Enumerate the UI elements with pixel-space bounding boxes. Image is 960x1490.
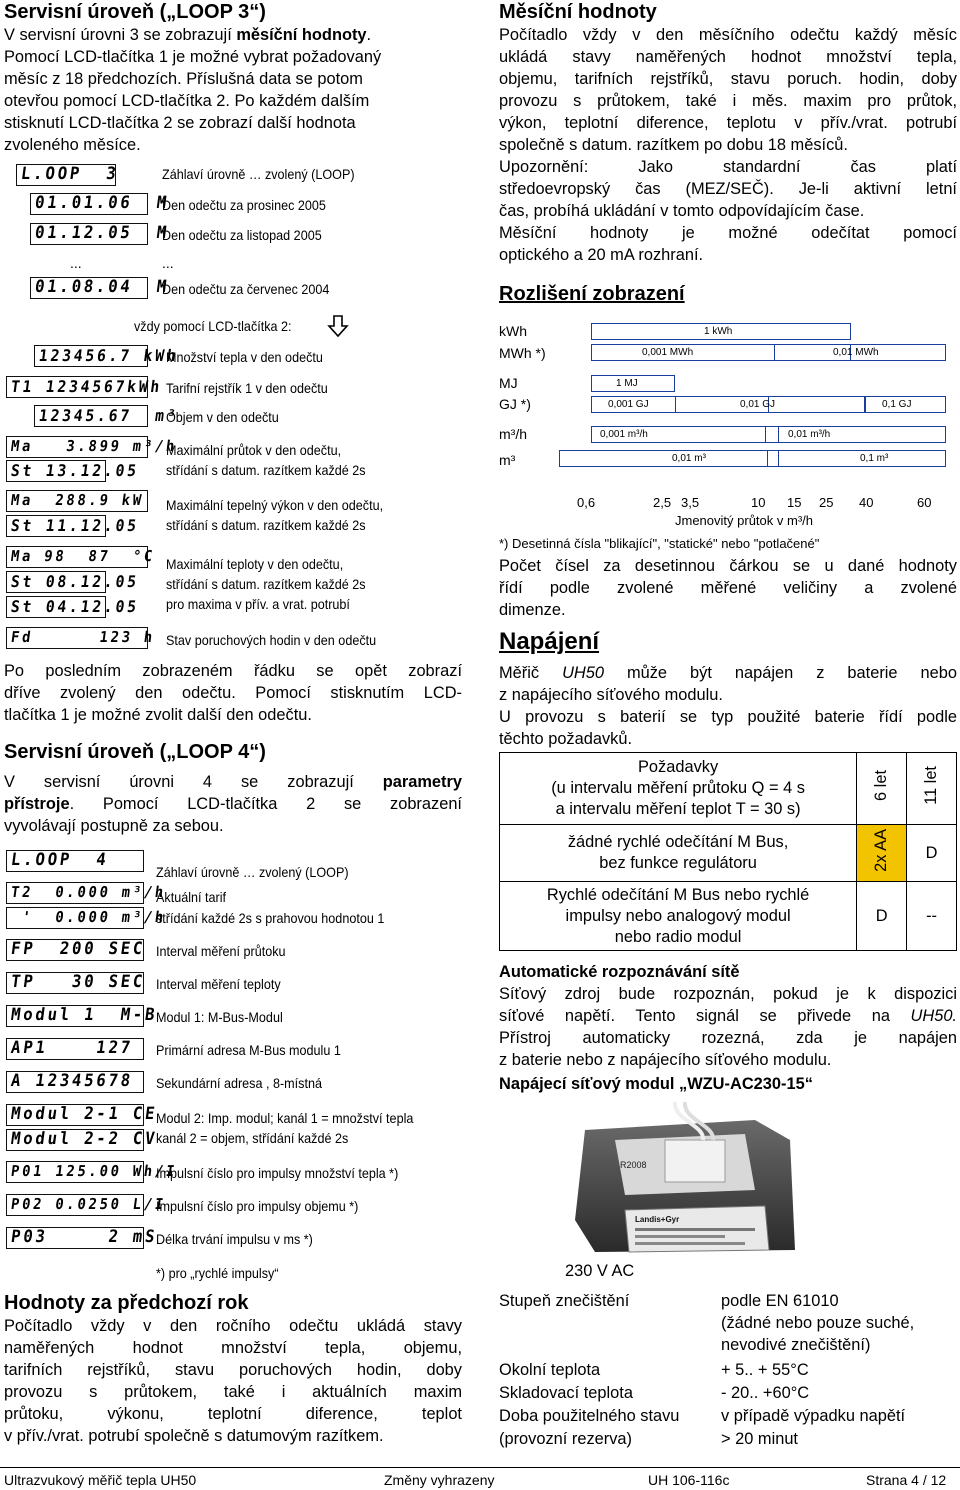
after-last-text: Po posledním zobrazeném řádku se opět zobrazí dříve zvolený den odečtu. Pomocí stisknutím LCD- tlačítka 1 je možné zvolit další den odečtu. [4, 662, 462, 724]
lcd-display: St 11.12.05 [6, 515, 106, 537]
range-label: GJ *) [499, 396, 531, 412]
range-box: 0,1 m³ [767, 450, 946, 467]
display-caption: pro maxima v přív. a vrat. potrubí [166, 596, 350, 612]
lcd-display: T1 1234567kWh [6, 376, 148, 398]
lcd-display: 01.01.06 M [30, 193, 148, 215]
lcd-display: P03 2 mS [6, 1227, 144, 1249]
display-caption: Záhlaví úrovně … zvolený (LOOP) [162, 166, 355, 182]
display-caption: Maximální tepelný výkon v den odečtu, [166, 497, 384, 513]
display-caption: Impulsní číslo pro impulsy objemu *) [156, 1198, 359, 1214]
axis-tick: 15 [787, 495, 802, 510]
battery-requirements-table [499, 752, 957, 951]
range-box: 0,01 GJ [675, 396, 865, 413]
table-cell: -- [907, 882, 957, 951]
display-caption: Tarifní rejstřík 1 v den odečtu [166, 380, 328, 396]
display-caption: Den odečtu za prosinec 2005 [162, 197, 326, 213]
spec-value: nevodivé znečištění) [721, 1336, 871, 1354]
range-box: 0,001 GJ [591, 396, 769, 413]
monthly-text: Počítadlo vždy v den měsíčního odečtu každý měsíc ukládá stavy naměřených hodnot množství tepla, objemu, tarifních rejstříků, stavu poruch. hodin, doby provozu s průtokem, také i měs. maxim pro průtok, výkon, teplotní diference, teplotu v přív./vrat. potrubí společně s datum. razítkem po dobu 18 měsíců. Upozornění: Jako standardní čas platí středoevropský čas (MEZ/SEČ). Je-li aktivní letní čas, probíhá ukládání v tomto odpovídajícím čase. Měsíční hodnoty je možné odečítat pomocí optického a 20 mA rozhraní. [499, 26, 957, 264]
display-caption: Záhlaví úrovně … zvolený (LOOP) [156, 864, 349, 880]
always-button-note: vždy pomocí LCD-tlačítka 2: [134, 318, 292, 334]
display-caption: střídání s datum. razítkem každé 2s [166, 462, 366, 478]
loop3-heading: Servisní úroveň („LOOP 3“) [4, 1, 266, 23]
table-header: 11 let [907, 753, 957, 825]
axis-tick: 25 [819, 495, 834, 510]
display-caption: Modul 1: M-Bus-Modul [156, 1009, 283, 1025]
flow-axis [499, 495, 957, 513]
display-caption: Objem v den odečtu [166, 409, 279, 425]
axis-tick: 2,5 [653, 495, 672, 510]
range-box: 0,01 m³ [559, 450, 779, 467]
table-cell: D [907, 825, 957, 882]
lcd-display: TP 30 SEC [6, 972, 144, 994]
lcd-display: T2 0.000 m³/h [6, 882, 144, 904]
spec-key: Stupeň znečištění [499, 1292, 630, 1310]
display-caption: Maximální teploty v den odečtu, [166, 556, 344, 572]
display-caption: Den odečtu za listopad 2005 [162, 227, 322, 243]
lcd-display: AP1 127 [6, 1038, 144, 1060]
lcd-display: St 04.12.05 [6, 596, 106, 618]
range-box: 1 kWh [591, 323, 851, 340]
range-box: 1 MJ [591, 375, 675, 392]
spec-key: Okolní teplota [499, 1361, 601, 1379]
lcd-display: Ma 98 87 °C [6, 546, 148, 568]
display-caption: Aktuální tarif [156, 889, 227, 905]
display-caption: Sekundární adresa , 8-místná [156, 1075, 322, 1091]
loop3-text: Pomocí LCD-tlačítka 1 je možné vybrat požadovaný měsíc z 18 předchozích. Příslušná data se potom otevřou pomocí LCD-tlačítka 2. Po každém dalším stisknutí LCD-tlačítka 2 se zobrazí další hodnota zvoleného měsíce. [4, 48, 382, 154]
auto-detect-text: Síťový zdroj bude rozpoznán, pokud je k dispozici síťové napětí. Tento signál se přivede na UH50. Přístroj automaticky rozezná, zda je napájen z baterie nebo z napájecího síťového modulu. [499, 985, 957, 1069]
lcd-display: 01.08.04 M [30, 277, 148, 299]
spec-key: (provozní rezerva) [499, 1430, 632, 1448]
lcd-display: Ma 288.9 kW [6, 490, 148, 512]
svg-text:R2008: R2008 [620, 1160, 647, 1170]
display-caption: Den odečtu za červenec 2004 [162, 281, 330, 297]
display-caption: Impulsní číslo pro impulsy množství tepla *) [156, 1165, 399, 1181]
footnote: *) Desetinná čísla "blikající", "statické" nebo "potlačené" [499, 536, 820, 551]
axis-tick: 0,6 [577, 495, 596, 510]
axis-tick: 10 [751, 495, 766, 510]
lcd-display: L.OOP 3 [16, 164, 116, 186]
display-caption: střídání s datum. razítkem každé 2s [166, 576, 366, 592]
lcd-display: ' 0.000 m³/h [6, 907, 144, 929]
table-cell: 2x AA [857, 825, 907, 882]
lcd-display: Modul 2-1 CE [6, 1104, 144, 1126]
range-box: 0,01 m³/h [765, 426, 946, 443]
footer-doc-number: UH 106-116c [648, 1472, 730, 1488]
table-cell: D [857, 882, 907, 951]
axis-title: Jmenovitý průtok v m³/h [675, 513, 813, 528]
prev-year-text: Počítadlo vždy v den ročního odečtu ukládá stavy naměřených hodnot množství tepla, objemu, tarifních rejstříků, stavu poruchových hodin, doby provozu s průtokem, také i aktuálních maxim průtoku, výkonu, teplotní diference, teplot v přív./vrat. potrubí společně s datumovým razítkem. [4, 1317, 462, 1445]
range-label: kWh [499, 323, 527, 339]
lcd-display: P02 0.0250 L/I [6, 1194, 144, 1216]
loop4-intro: V servisní úrovni 4 se zobrazují parametry přístroje. Pomocí LCD-tlačítka 2 se zobrazení vyvolávají postupně za sebou. [4, 773, 462, 835]
module-heading: Napájecí síťový modul „WZU-AC230-15“ [499, 1075, 813, 1093]
resolution-diagram [499, 320, 957, 530]
table-cell: Rychlé odečítání M Bus nebo rychlé impulsy nebo analogový modul nebo radio modul [500, 882, 857, 951]
display-caption: Délka trvání impulsu v ms *) [156, 1231, 313, 1247]
lcd-display: A 12345678 [6, 1071, 144, 1093]
lcd-display: Fd 123 h [6, 627, 148, 649]
lcd-display: 01.12.05 M [30, 223, 148, 245]
lcd-display: P01 125.00 Wh/I [6, 1161, 144, 1183]
resolution-heading: Rozlišení zobrazení [499, 283, 685, 305]
loop4-heading: Servisní úroveň („LOOP 4“) [4, 741, 266, 763]
range-label: MJ [499, 375, 518, 391]
footer-product: Ultrazvukový měřič tepla UH50 [4, 1472, 197, 1488]
lcd-display: Ma 3.899 m³/h [6, 436, 148, 458]
lcd-display: Modul 1 M-B [6, 1005, 144, 1027]
display-caption: kanál 2 = objem, střídání každé 2s [156, 1130, 349, 1146]
voltage-label: 230 V AC [565, 1262, 635, 1280]
ellipsis: ... [70, 255, 82, 271]
table-cell: žádné rychlé odečítání M Bus, bez funkce regulátoru [500, 825, 857, 882]
range-label: MWh *) [499, 345, 546, 361]
lcd-display: St 13.12.05 [6, 460, 106, 482]
display-caption: Interval měření teploty [156, 976, 281, 992]
axis-tick: 40 [859, 495, 874, 510]
display-caption: střídání každé 2s s prahovou hodnotou 1 [156, 910, 385, 926]
spec-value: - 20.. +60°C [721, 1384, 810, 1402]
table-header: 6 let [857, 753, 907, 825]
decimals-text: Počet čísel za desetinnou čárkou se u dané hodnoty řídí podle zvolené měřené veličiny a zvolené dimenze. [499, 557, 957, 619]
ellipsis: ... [162, 255, 174, 271]
footer-changes: Změny vyhrazeny [384, 1472, 495, 1488]
auto-detect-heading: Automatické rozpoznávání sítě [499, 963, 740, 981]
display-caption: Primární adresa M-Bus modulu 1 [156, 1042, 341, 1058]
range-box: 0,001 m³/h [591, 426, 779, 443]
loop3-intro: V servisní úrovni 3 se zobrazují měsíční hodnoty. [4, 26, 372, 44]
lcd-display: St 08.12.05 [6, 571, 106, 593]
range-box: 0,01 MWh [774, 344, 946, 361]
power-text: Měřič UH50 může být napájen z baterie nebo z napájecího síťového modulu. U provozu s baterií se typ použité baterie řídí podle těchto požadavků. [499, 664, 957, 748]
lcd-display: 12345.67 m³ [34, 405, 148, 427]
power-module-image [555, 1100, 815, 1255]
display-caption: Interval měření průtoku [156, 943, 286, 959]
footer-page-number: Strana 4 / 12 [866, 1472, 947, 1488]
range-label: m³/h [499, 426, 527, 442]
axis-tick: 3,5 [681, 495, 700, 510]
power-heading: Napájení [499, 628, 600, 655]
lcd-display: Modul 2-2 CV [6, 1129, 144, 1151]
display-caption: střídání s datum. razítkem každé 2s [166, 517, 366, 533]
spec-value: podle EN 61010 [721, 1292, 839, 1310]
axis-tick: 60 [917, 495, 932, 510]
display-caption: Maximální průtok v den odečtu, [166, 442, 342, 458]
display-caption: Modul 2: Imp. modul; kanál 1 = množství tepla [156, 1110, 414, 1126]
table-header: Požadavky (u intervalu měření průtoku Q = 4 s a intervalu měření teplot T = 30 s) [500, 753, 857, 825]
spec-value: > 20 minut [721, 1430, 798, 1448]
spec-value: (žádné nebo pouze suché, [721, 1314, 915, 1332]
arrow-down-icon [328, 314, 348, 338]
lcd-display: 123456.7 kWh [34, 345, 148, 367]
range-label: m³ [499, 452, 516, 468]
spec-value: v případě výpadku napětí [721, 1407, 906, 1425]
spec-key: Skladovací teplota [499, 1384, 633, 1402]
monthly-heading: Měsíční hodnoty [499, 1, 657, 23]
range-box: 0,001 MWh [591, 344, 851, 361]
range-box: 0,1 GJ [865, 396, 946, 413]
lcd-display: L.OOP 4 [6, 850, 144, 872]
lcd-display: FP 200 SEC [6, 939, 144, 961]
spec-value: + 5.. + 55°C [721, 1361, 809, 1379]
page-footer [0, 1467, 960, 1488]
prev-year-heading: Hodnoty za předchozí rok [4, 1292, 249, 1314]
spec-key: Doba použitelného stavu [499, 1407, 680, 1425]
display-caption: Stav poruchových hodin v den odečtu [166, 632, 377, 648]
svg-text:Landis+Gyr: Landis+Gyr [635, 1215, 680, 1224]
fast-pulses-note: *) pro „rychlé impulsy“ [156, 1265, 279, 1281]
display-caption: Množství tepla v den odečtu [166, 349, 323, 365]
